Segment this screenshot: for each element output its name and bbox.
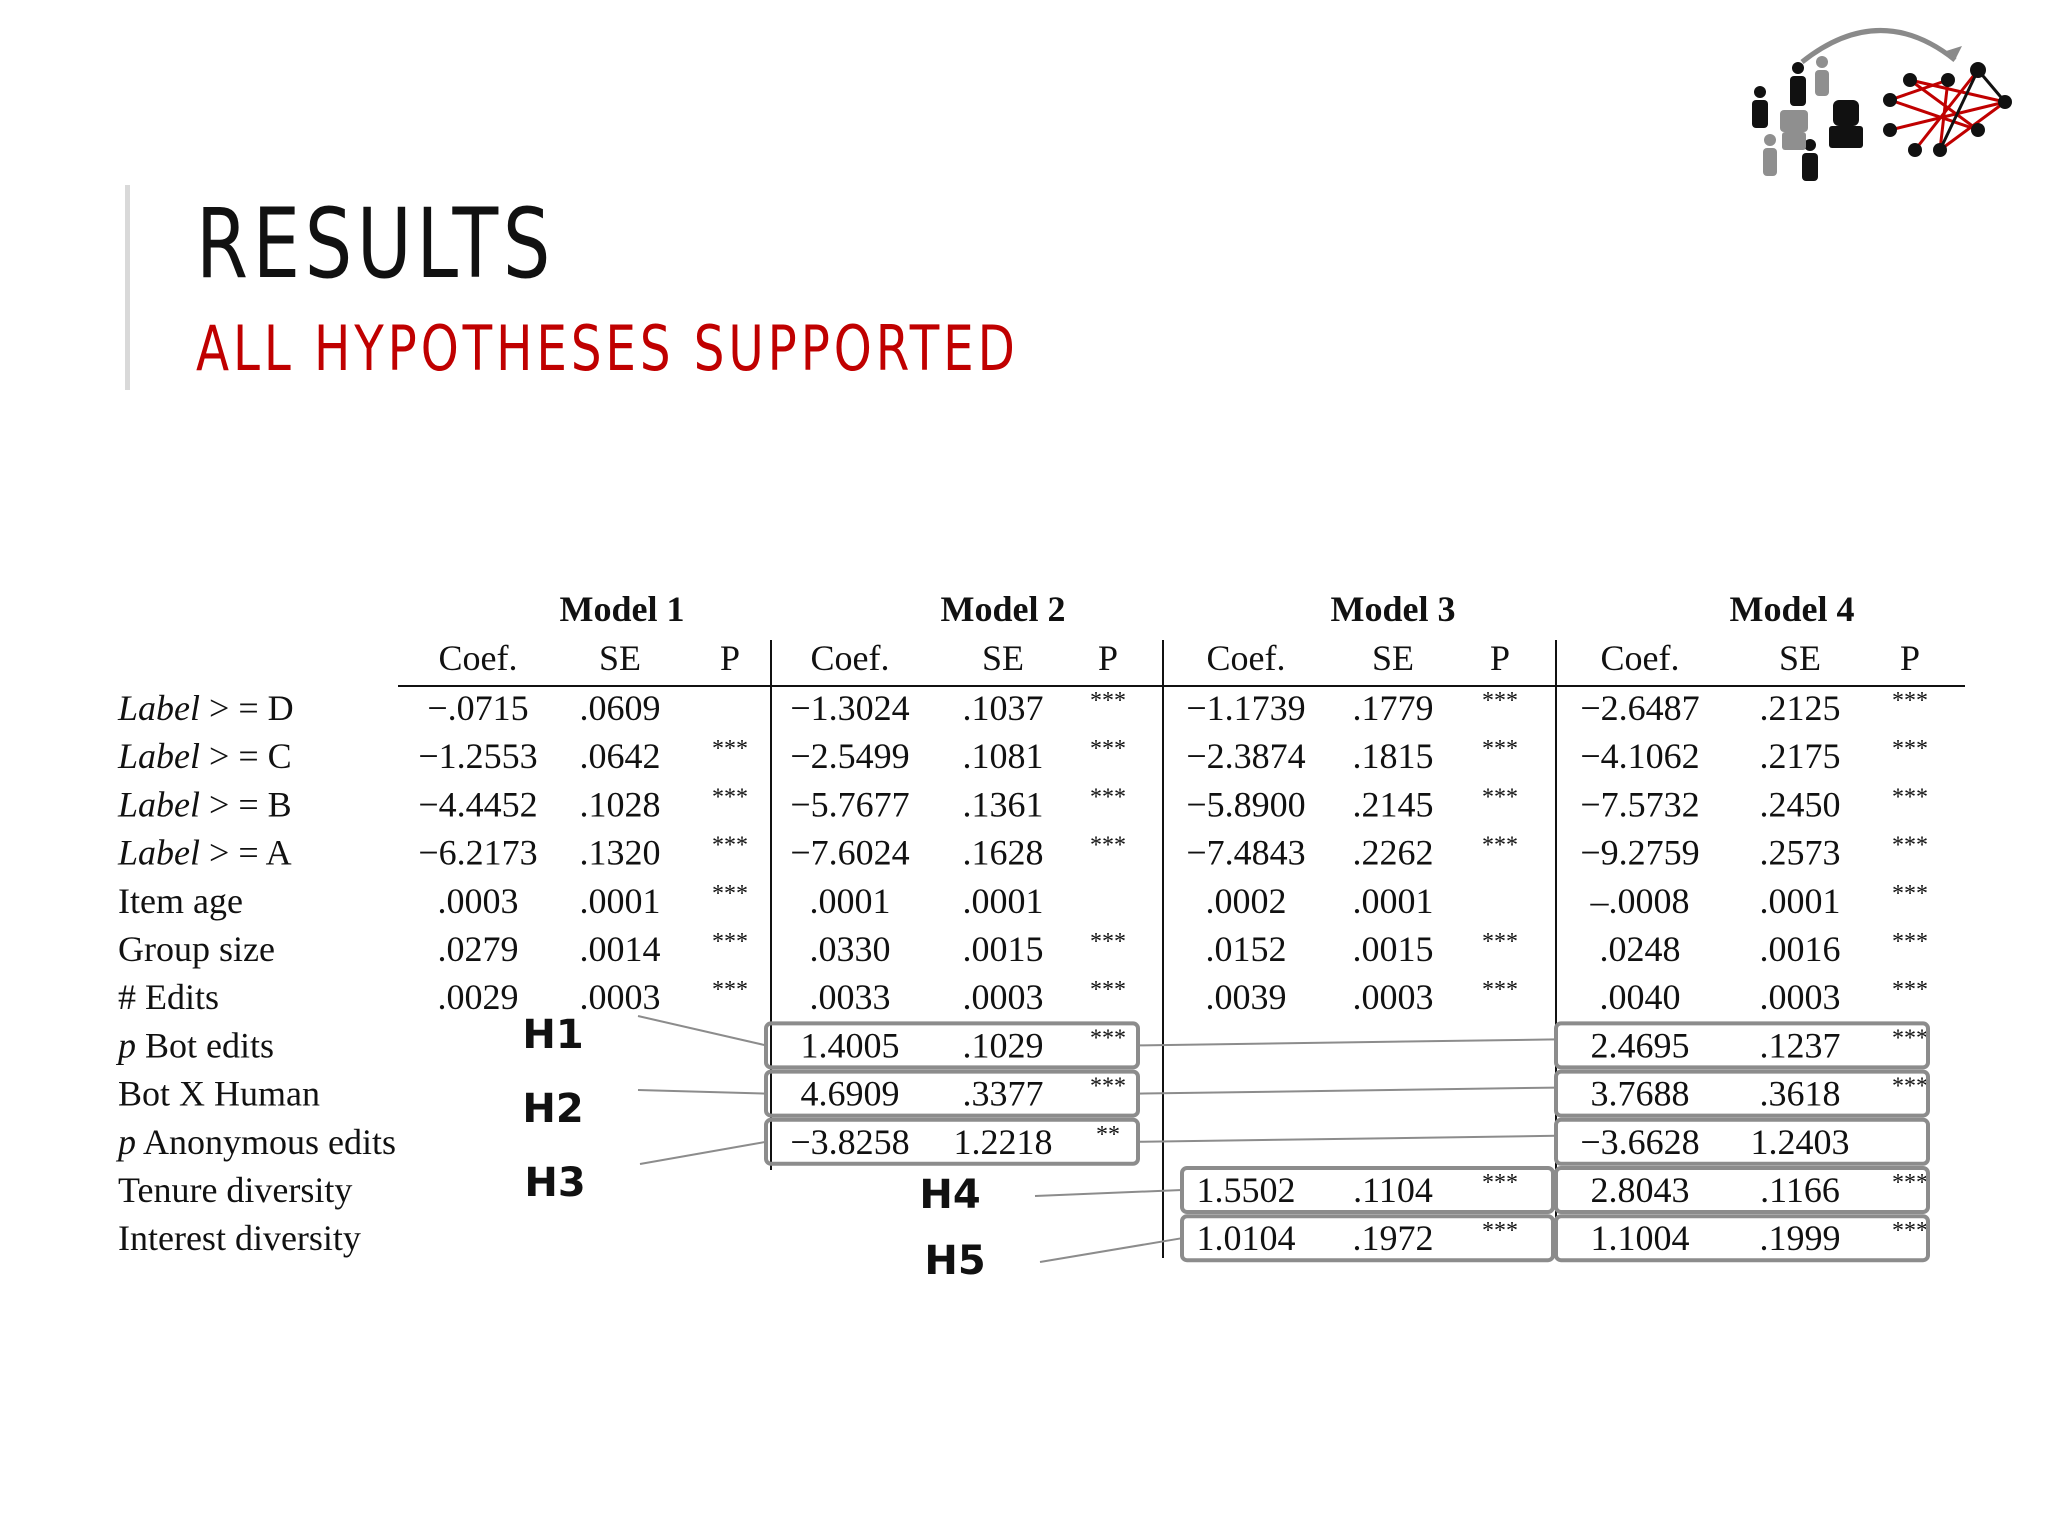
p-stars: *** [1090, 1025, 1126, 1052]
row-label: p Anonymous edits [118, 1121, 397, 1162]
row-label: Label > = B [118, 784, 292, 825]
coef-value: −1.3024 [790, 688, 910, 728]
p-stars: *** [1090, 977, 1126, 1004]
p-stars: *** [712, 977, 748, 1004]
coef-value: −2.3874 [1186, 736, 1306, 777]
coef-value: −4.1062 [1580, 736, 1700, 777]
p-stars: *** [1482, 832, 1518, 859]
se-value: .0014 [579, 929, 661, 969]
p-stars: *** [712, 736, 748, 763]
se-value: .1028 [579, 784, 661, 825]
coef-value: 3.7688 [1590, 1073, 1690, 1114]
coef-value: 2.8043 [1590, 1170, 1690, 1210]
row-label: Group size [118, 929, 275, 969]
se-value: .3618 [1759, 1073, 1841, 1114]
p-stars: *** [1892, 1025, 1928, 1052]
se-value: .1972 [1352, 1218, 1434, 1259]
subheader-p: P [719, 638, 741, 678]
se-value: .0001 [1352, 880, 1434, 921]
coef-value: .0003 [437, 880, 519, 921]
se-value: .0015 [962, 929, 1044, 969]
se-value: .1320 [579, 832, 661, 873]
p-stars: *** [1090, 784, 1126, 811]
coef-value: .0152 [1205, 929, 1287, 969]
p-stars: ** [1096, 1121, 1120, 1148]
coef-value: .0039 [1205, 977, 1287, 1018]
subheader-se: SE [981, 638, 1025, 678]
se-value: .0015 [1352, 929, 1434, 969]
subheader-coef: Coef. [810, 638, 890, 678]
coef-value: 1.1004 [1590, 1218, 1690, 1259]
se-value: .0001 [962, 880, 1044, 921]
coef-value: −7.4843 [1186, 832, 1306, 873]
se-value: .0003 [962, 977, 1044, 1018]
se-value: .2573 [1759, 832, 1841, 873]
model-header: Model 1 [559, 589, 685, 629]
row-label: Bot X Human [118, 1073, 320, 1114]
p-stars: *** [1892, 688, 1928, 714]
coef-value: .0279 [437, 929, 519, 969]
se-value: .1815 [1352, 736, 1434, 777]
se-value: .1166 [1760, 1170, 1840, 1210]
p-stars: *** [712, 784, 748, 811]
coef-value: −3.8258 [790, 1121, 910, 1162]
se-value: .0003 [579, 977, 661, 1018]
p-stars: *** [712, 880, 748, 907]
hypothesis-connector [1040, 1238, 1182, 1262]
coef-value: –.0008 [1590, 880, 1690, 921]
row-label: # Edits [118, 977, 220, 1018]
hypothesis-label: H5 [924, 1238, 986, 1284]
hypothesis-connector [1035, 1190, 1182, 1196]
hypothesis-label: H4 [919, 1172, 981, 1218]
coef-value: −2.6487 [1580, 688, 1700, 728]
p-stars: *** [1892, 880, 1928, 907]
row-label: p Bot edits [118, 1025, 275, 1066]
se-value: .0016 [1759, 929, 1841, 969]
p-stars: *** [1892, 736, 1928, 763]
p-stars: *** [1482, 1218, 1518, 1245]
hypothesis-connector [1138, 1088, 1556, 1094]
coef-value: −7.5732 [1580, 784, 1700, 825]
se-value: .0003 [1352, 977, 1434, 1018]
se-value: .2175 [1759, 736, 1841, 777]
subheader-p: P [1097, 638, 1119, 678]
p-stars: *** [1892, 1170, 1928, 1196]
hypothesis-connector [1138, 1136, 1556, 1142]
coef-value: −5.7677 [790, 784, 910, 825]
se-value: .2125 [1759, 688, 1841, 728]
p-stars: *** [1892, 929, 1928, 955]
row-label: Label > = C [118, 736, 292, 777]
p-stars: *** [712, 832, 748, 859]
coef-value: −1.2553 [418, 736, 538, 777]
row-label: Interest diversity [118, 1218, 361, 1259]
subheader-p: P [1899, 638, 1921, 678]
p-stars: *** [1482, 688, 1518, 714]
subheader-coef: Coef. [1206, 638, 1286, 678]
slide-title: RESULTS [196, 188, 556, 300]
hypothesis-label: H3 [524, 1160, 586, 1206]
coef-value: −3.6628 [1580, 1121, 1700, 1162]
coef-value: .0002 [1205, 880, 1287, 921]
row-label: Tenure diversity [118, 1170, 353, 1210]
p-stars: *** [1090, 1073, 1126, 1100]
se-value: 1.2403 [1750, 1121, 1850, 1162]
row-label: Label > = D [118, 688, 294, 728]
p-stars: *** [1482, 736, 1518, 763]
slide-subtitle: ALL HYPOTHESES SUPPORTED [196, 312, 1019, 385]
row-label: Item age [118, 880, 243, 921]
se-value: .0001 [579, 880, 661, 921]
coef-value: −4.4452 [418, 784, 538, 825]
coef-value: 2.4695 [1590, 1025, 1690, 1066]
coef-value: .0029 [437, 977, 519, 1018]
coef-value: −6.2173 [418, 832, 538, 873]
coef-value: −7.6024 [790, 832, 910, 873]
se-value: .0001 [1759, 880, 1841, 921]
p-stars: *** [1892, 1218, 1928, 1245]
coef-value: 4.6909 [800, 1073, 900, 1114]
se-value: .2262 [1352, 832, 1434, 873]
p-stars: *** [712, 929, 748, 955]
p-stars: *** [1090, 736, 1126, 763]
coef-value: −2.5499 [790, 736, 910, 777]
p-stars: *** [1892, 1073, 1928, 1100]
se-value: .0609 [579, 688, 661, 728]
se-value: 1.2218 [953, 1121, 1053, 1162]
subheader-se: SE [1371, 638, 1415, 678]
hypothesis-connector [638, 1090, 766, 1094]
p-stars: *** [1090, 929, 1126, 955]
coef-value: −9.2759 [1580, 832, 1700, 873]
se-value: .2450 [1759, 784, 1841, 825]
se-value: .3377 [962, 1073, 1044, 1114]
coef-value: .0248 [1599, 929, 1681, 969]
se-value: .1361 [962, 784, 1044, 825]
model-header: Model 3 [1330, 589, 1456, 629]
se-value: .1081 [962, 736, 1044, 777]
coef-value: 1.5502 [1196, 1170, 1296, 1210]
coef-value: −.0715 [427, 688, 529, 728]
p-stars: *** [1892, 832, 1928, 859]
se-value: .1628 [962, 832, 1044, 873]
subheader-coef: Coef. [1600, 638, 1680, 678]
coef-value: −5.8900 [1186, 784, 1306, 825]
p-stars: *** [1482, 1170, 1518, 1196]
coef-value: .0040 [1599, 977, 1681, 1018]
se-value: .0642 [579, 736, 661, 777]
hypothesis-label: H2 [522, 1086, 584, 1132]
se-value: .1037 [962, 688, 1044, 728]
p-stars: *** [1090, 688, 1126, 714]
p-stars: *** [1482, 929, 1518, 955]
coef-value: .0001 [809, 880, 891, 921]
p-stars: *** [1892, 784, 1928, 811]
model-header: Model 2 [940, 589, 1066, 629]
subheader-se: SE [598, 638, 642, 678]
se-value: .0003 [1759, 977, 1841, 1018]
coef-value: 1.0104 [1196, 1218, 1296, 1259]
se-value: .1104 [1353, 1170, 1433, 1210]
coef-value: .0033 [809, 977, 891, 1018]
subheader-p: P [1489, 638, 1511, 678]
subheader-se: SE [1778, 638, 1822, 678]
se-value: .1779 [1352, 688, 1434, 728]
se-value: .1237 [1759, 1025, 1841, 1066]
subheader-coef: Coef. [438, 638, 518, 678]
se-value: .1999 [1759, 1218, 1841, 1259]
model-header: Model 4 [1729, 589, 1855, 629]
hypothesis-label: H1 [522, 1012, 584, 1058]
coef-value: 1.4005 [800, 1025, 900, 1066]
coef-value: .0330 [809, 929, 891, 969]
p-stars: *** [1892, 977, 1928, 1004]
p-stars: *** [1482, 977, 1518, 1004]
p-stars: *** [1482, 784, 1518, 811]
p-stars: *** [1090, 832, 1126, 859]
se-value: .1029 [962, 1025, 1044, 1066]
se-value: .2145 [1352, 784, 1434, 825]
hypothesis-connector [1138, 1039, 1556, 1045]
hypothesis-connector [640, 1142, 766, 1164]
hypothesis-connector [638, 1016, 766, 1045]
coef-value: −1.1739 [1186, 688, 1306, 728]
row-label: Label > = A [118, 832, 292, 873]
